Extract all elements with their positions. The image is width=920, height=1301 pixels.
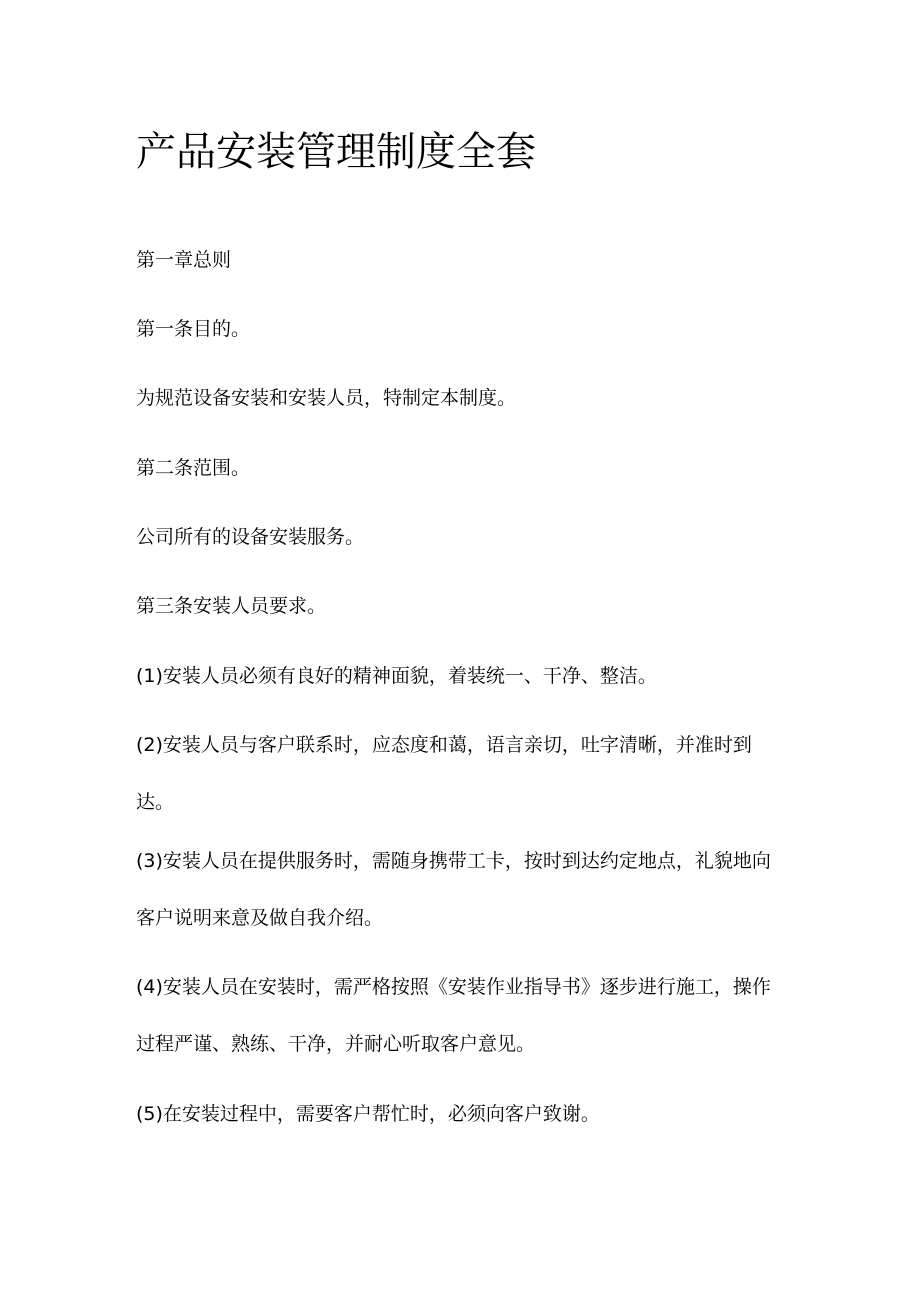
chapter-heading: 第一章总则 — [136, 249, 232, 271]
requirement-3: (3)安装人员在提供服务时，需随身携带工卡，按时到达约定地点，礼貌地向客户说明来意及做自我介绍。 — [136, 850, 771, 929]
article-2-heading: 第二条范围。 — [136, 457, 251, 479]
requirement-4: (4)安装人员在安装时，需严格按照《安装作业指导书》逐步进行施工，操作过程严谨、熟练、干净，并耐心听取客户意见。 — [136, 976, 771, 1055]
document-title: 产品安装管理制度全套 — [136, 129, 536, 175]
article-3-heading: 第三条安装人员要求。 — [136, 595, 327, 617]
article-1-text: 为规范设备安装和安装人员，特制定本制度。 — [136, 387, 517, 409]
article-1-heading: 第一条目的。 — [136, 318, 251, 340]
requirement-2: (2)安装人员与客户联系时，应态度和蔼，语言亲切，吐字清晰，并准时到达。 — [136, 734, 752, 813]
requirement-1: (1)安装人员必须有良好的精神面貌，着装统一、干净、整洁。 — [136, 665, 657, 687]
article-2-text: 公司所有的设备安装服务。 — [136, 526, 365, 548]
requirement-5: (5)在安装过程中，需要客户帮忙时，必须向客户致谢。 — [136, 1103, 600, 1125]
